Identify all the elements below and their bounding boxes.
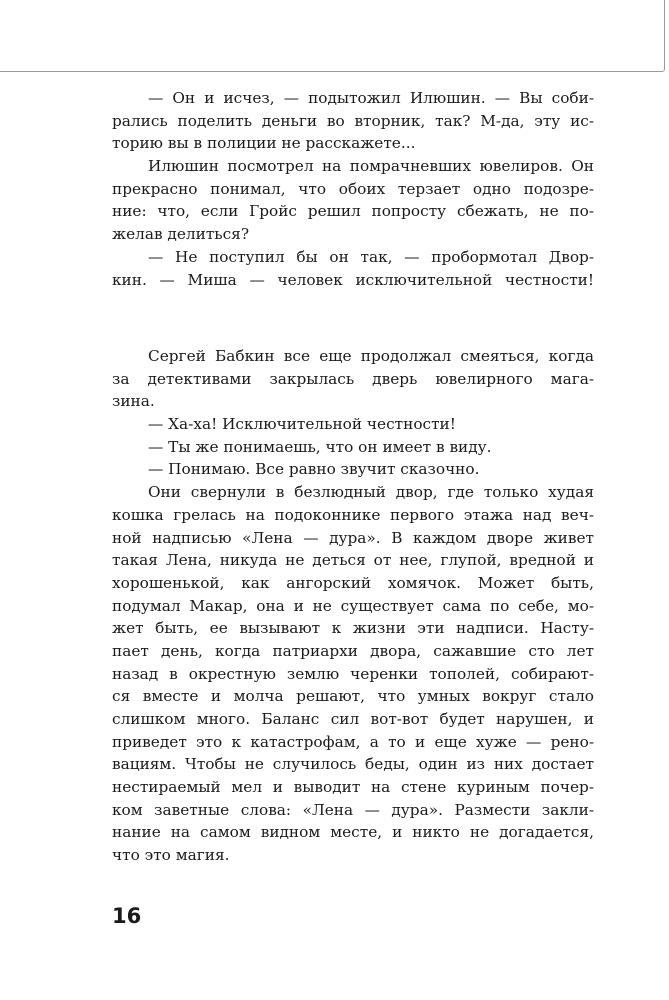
text-section-1 bbox=[112, 87, 594, 291]
text-line: зина. bbox=[112, 392, 155, 411]
text-line: пает день, когда патриархи двора, сажавшие сто лет bbox=[112, 641, 594, 660]
text-line: — Не поступил бы он так, — пробормотал Двор- bbox=[148, 247, 594, 266]
text-line: приведет это к катастрофам, а то и еще хуже — рено- bbox=[112, 732, 594, 751]
text-line: за детективами закрылась дверь ювелирного мага- bbox=[112, 369, 594, 388]
text-line: что это магия. bbox=[112, 846, 230, 865]
text-line: Илюшин посмотрел на помрачневших ювелиров. Он bbox=[148, 157, 594, 176]
top-frame bbox=[0, 0, 665, 72]
text-line: хорошенькой, как ангорский хомячок. Может быть, bbox=[112, 573, 594, 592]
text-line: ние: что, если Гройс решил попросту сбежать, не по- bbox=[112, 202, 594, 221]
text-line: Сергей Бабкин все еще продолжал смеяться, когда bbox=[148, 347, 594, 365]
text-line: — Ха-ха! Исключительной честности! bbox=[148, 415, 456, 434]
text-line: нестираемый мел и выводит на стене куриным почер- bbox=[112, 778, 594, 797]
text-line: нание на самом видном месте, и никто не догадается, bbox=[112, 823, 594, 842]
text-line: слишком много. Баланс сил вот-вот будет нарушен, и bbox=[112, 710, 594, 728]
text-line: назад в окрестную землю черенки тополей, собирают- bbox=[112, 664, 594, 683]
text-line: — Понимаю. Все равно звучит сказочно. bbox=[148, 460, 480, 479]
text-line: торию вы в полиции не расскажете... bbox=[112, 134, 416, 153]
text-section-2 bbox=[112, 345, 594, 867]
text-line: жет быть, ее вызывают к жизни эти надписи. Насту- bbox=[112, 619, 594, 638]
text-line: ком заветные слова: «Лена — дура». Размести закли- bbox=[112, 800, 594, 819]
text-line: прекрасно понимал, что обоих терзает одно подозре- bbox=[112, 179, 594, 198]
text-line: ной надписью «Лена — дура». В каждом дворе живет bbox=[112, 528, 594, 547]
text-line: подумал Макар, она и не существует сама по себе, мо- bbox=[112, 596, 594, 615]
text-line: кошка грелась на подоконнике первого этажа над веч- bbox=[112, 505, 594, 524]
text-line: — Он и исчез, — подытожил Илюшин. — Вы соби- bbox=[148, 89, 594, 107]
text-line: — Ты же понимаешь, что он имеет в виду. bbox=[148, 437, 492, 456]
text-line: вациям. Чтобы не случилось беды, один из них достает bbox=[112, 755, 594, 774]
text-line: Они свернули в безлюдный двор, где только худая bbox=[148, 483, 594, 502]
text-line: кин. — Миша — человек исключительной честности! bbox=[112, 270, 594, 289]
page-number: 16 bbox=[112, 904, 142, 928]
text-line: рались поделить деньги во вторник, так? М-да, эту ис- bbox=[112, 111, 594, 130]
text-line: желав делиться? bbox=[112, 225, 250, 244]
text-line: ся вместе и молча решают, что умных вокруг стало bbox=[112, 687, 594, 706]
text-line: такая Лена, никуда не деться от нее, глупой, вредной и bbox=[112, 551, 594, 570]
